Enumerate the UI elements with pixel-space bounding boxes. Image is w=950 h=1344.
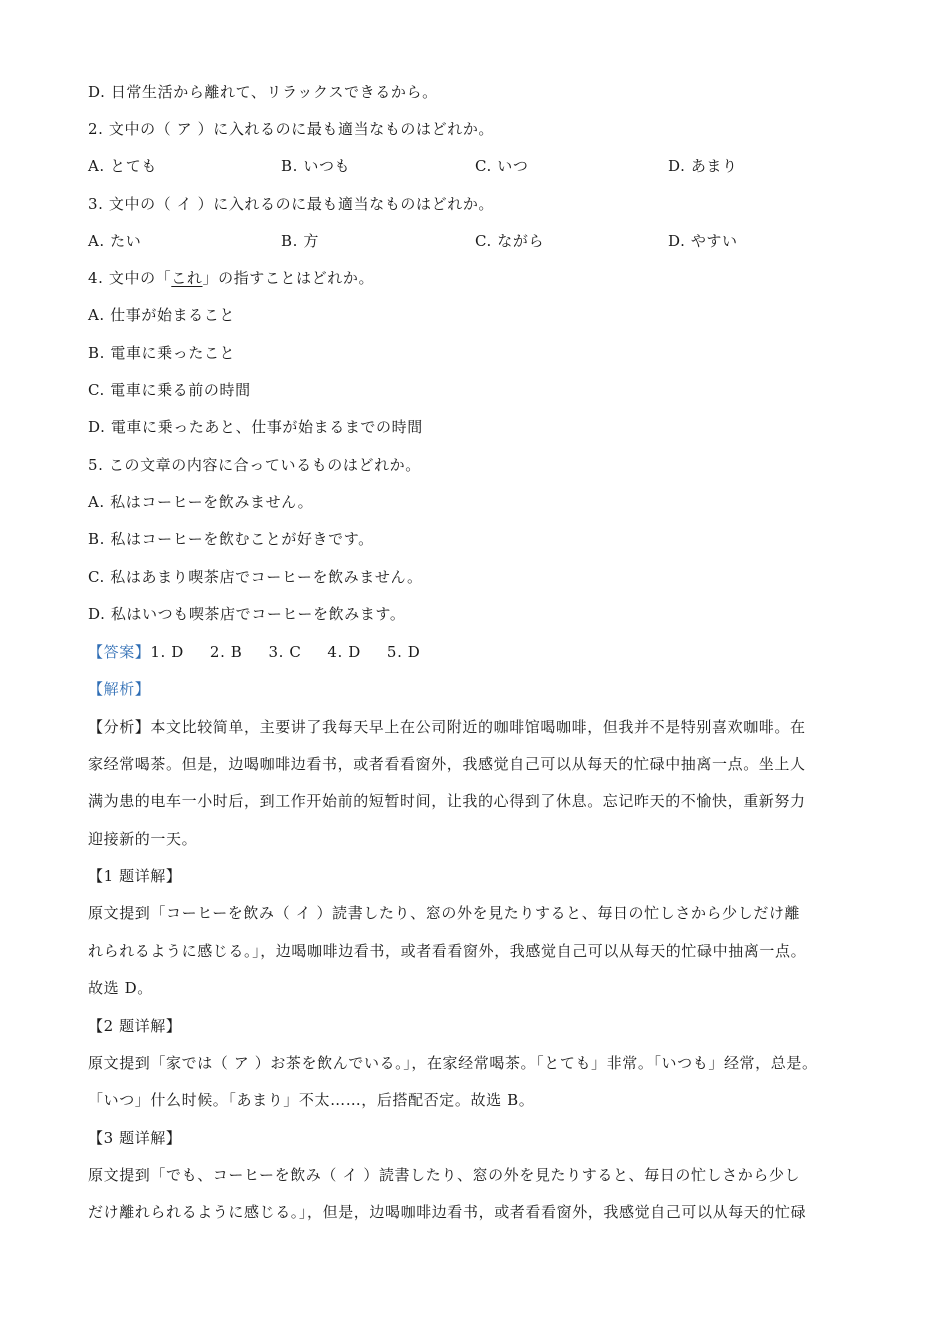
q2-question: 2. 文中の（ ア ）に入れるのに最も適当なものはどれか。 [88, 120, 495, 138]
q3-question: 3. 文中の（ イ ）に入れるのに最も適当なものはどれか。 [88, 195, 495, 213]
analysis-line: 迎接新的一天。 [88, 830, 198, 848]
analysis-line: 【分析】本文比较简单，主要讲了我每天早上在公司附近的咖啡馆喝咖啡，但我并不是特别喜欢咖啡。在 [88, 718, 806, 736]
q3-option-c: C. ながら [475, 232, 545, 250]
detail1-line: 故选 D。 [88, 979, 153, 997]
q2-option-d: D. あまり [668, 157, 738, 175]
detail2-line: 「いつ」什么时候。「あまり」不太……，后搭配否定。故选 B。 [88, 1091, 535, 1109]
q4-question-suffix: 」の指すことはどれか。 [202, 269, 375, 287]
analysis-label: 【解析】 [88, 680, 151, 698]
analysis-line: 家经常喝茶。但是，边喝咖啡边看书，或者看看窗外，我感觉自己可以从每天的忙碌中抽离一点。坐上人 [88, 755, 806, 773]
q3-option-b: B. 方 [281, 232, 319, 250]
q2-option-b: B. いつも [281, 157, 351, 175]
q4-question [88, 268, 374, 288]
answer-item: 4. D [327, 643, 361, 661]
q2-option-a: A. とても [88, 157, 157, 175]
answer-item: 3. C [268, 643, 302, 661]
answer-label: 【答案】 [88, 643, 151, 661]
q3-option-d: D. やすい [668, 232, 738, 250]
q5-option-a: A. 私はコーヒーを飲みません。 [88, 493, 314, 511]
detail1-label: 【1 题详解】 [88, 867, 182, 885]
detail1-line: 原文提到「コーヒーを飲み（ イ ）読書したり、窓の外を見たりすると、毎日の忙しさから少しだけ離 [88, 904, 801, 922]
detail2-label: 【2 题详解】 [88, 1017, 182, 1035]
q4-option-c: C. 電車に乗る前の時間 [88, 381, 251, 399]
q5-question: 5. この文章の内容に合っているものはどれか。 [88, 456, 421, 474]
answer-item: 2. B [209, 643, 243, 661]
detail3-line: だけ離れられるように感じる。」，但是，边喝咖啡边看书，或者看看窗外，我感觉自己可以从每天的忙碌 [88, 1203, 807, 1221]
q5-option-c: C. 私はあまり喫茶店でコーヒーを飲みません。 [88, 568, 423, 586]
q4-underlined-word: これ [171, 269, 203, 287]
answer-row [88, 642, 420, 662]
q3-option-a: A. たい [88, 232, 142, 250]
q2-option-c: C. いつ [475, 157, 529, 175]
detail3-label: 【3 题详解】 [88, 1129, 182, 1147]
detail1-line: れられるように感じる。」，边喝咖啡边看书，或者看看窗外，我感觉自己可以从每天的忙碌中抽离一点。 [88, 942, 807, 960]
q4-option-d: D. 電車に乗ったあと、仕事が始まるまでの時間 [88, 418, 423, 436]
q4-option-b: B. 電車に乗ったこと [88, 344, 236, 362]
q4-question-prefix: 4. 文中の「 [88, 269, 172, 287]
detail2-line: 原文提到「家では（ ア ）お茶を飲んでいる。」，在家经常喝茶。「とても」非常。「いつも」经常，总是。 [88, 1054, 818, 1072]
q5-option-d: D. 私はいつも喫茶店でコーヒーを飲みます。 [88, 605, 406, 623]
detail3-line: 原文提到「でも、コーヒーを飲み（ イ ）読書したり、窓の外を見たりすると、毎日の忙しさから少し [88, 1166, 801, 1184]
analysis-line: 满为患的电车一小时后，到工作开始前的短暂时间，让我的心得到了休息。忘记昨天的不愉快，重新努力 [88, 792, 806, 810]
q5-option-b: B. 私はコーヒーを飲むことが好きです。 [88, 530, 374, 548]
answer-item: 5. D [386, 643, 421, 661]
answer-item: 1. D [150, 643, 184, 661]
q1-option-d: D. 日常生活から離れて、リラックスできるから。 [88, 83, 438, 101]
q4-option-a: A. 仕事が始まること [88, 306, 235, 324]
